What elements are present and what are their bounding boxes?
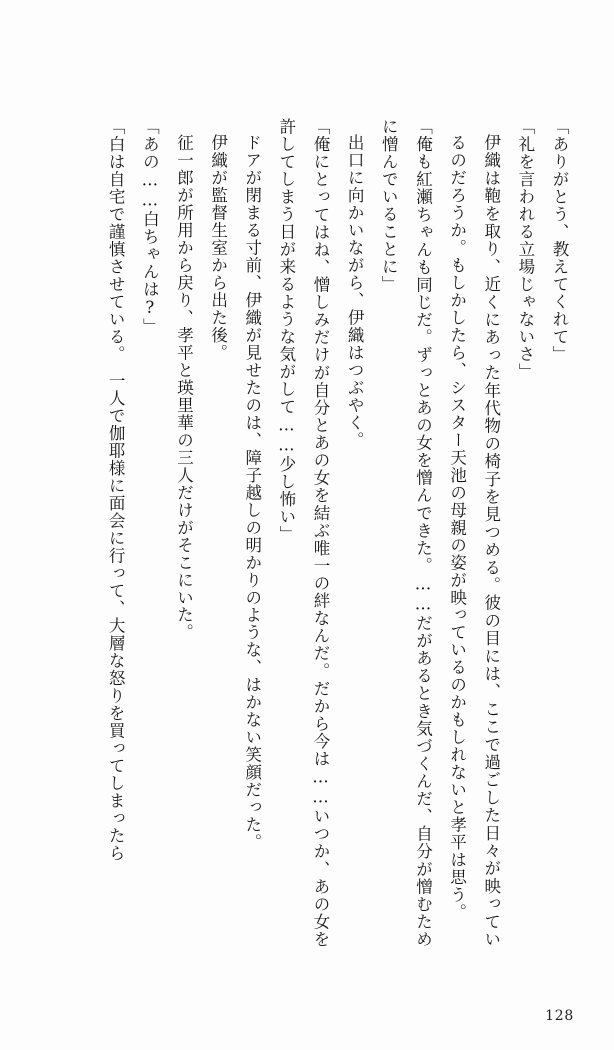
paragraph: ドアが閉まる寸前、伊織が見せたのは、障子越しの明かりのような、はかない笑顔だった。 bbox=[242, 134, 262, 852]
paragraph: 「礼を言われる立場じゃないさ」 bbox=[515, 118, 535, 381]
paragraph: 征一郎が所用から戻り、孝平と瑛里華の三人だけがそこにいた。 bbox=[174, 134, 194, 642]
novel-body-text bbox=[38, 118, 576, 948]
paragraph: 伊織が監督生室から出た後。 bbox=[208, 134, 228, 362]
paragraph: 「ありがとう、教えてくれて」 bbox=[550, 118, 569, 363]
paragraph: 「あの……白ちゃんは?」 bbox=[140, 118, 160, 336]
paragraph: 伊織は鞄を取り、近くにあった年代物の椅子を見つめる。彼の目には、ここで過ごした日々が映っているのだろうか。もしかしたら、シスター天池の母親の姿が映っているのかもしれないと孝平は思う。 bbox=[447, 134, 501, 948]
paragraph: 「俺も紅瀬ちゃんも同じだ。ずっとあの女を憎んできた。……だがあるとき気づくんだ、自分が憎むために憎んでいることに」 bbox=[379, 118, 433, 948]
paragraph: 「白は自宅で謹慎させている。 一人で伽耶様に面会に行って、大層な怒りを買ってしまったら bbox=[106, 118, 126, 862]
paragraph: 出口に向かいながら、伊織はつぶやく。 bbox=[345, 134, 365, 449]
paragraph: 「俺にとってはね、憎しみだけが自分とあの女を結ぶ唯一の絆なんだ。だから今は……いつか、あの女を許してしまう日が来るような気がして……少し怖い」 bbox=[276, 118, 331, 948]
page-number: 128 bbox=[545, 1008, 574, 1024]
